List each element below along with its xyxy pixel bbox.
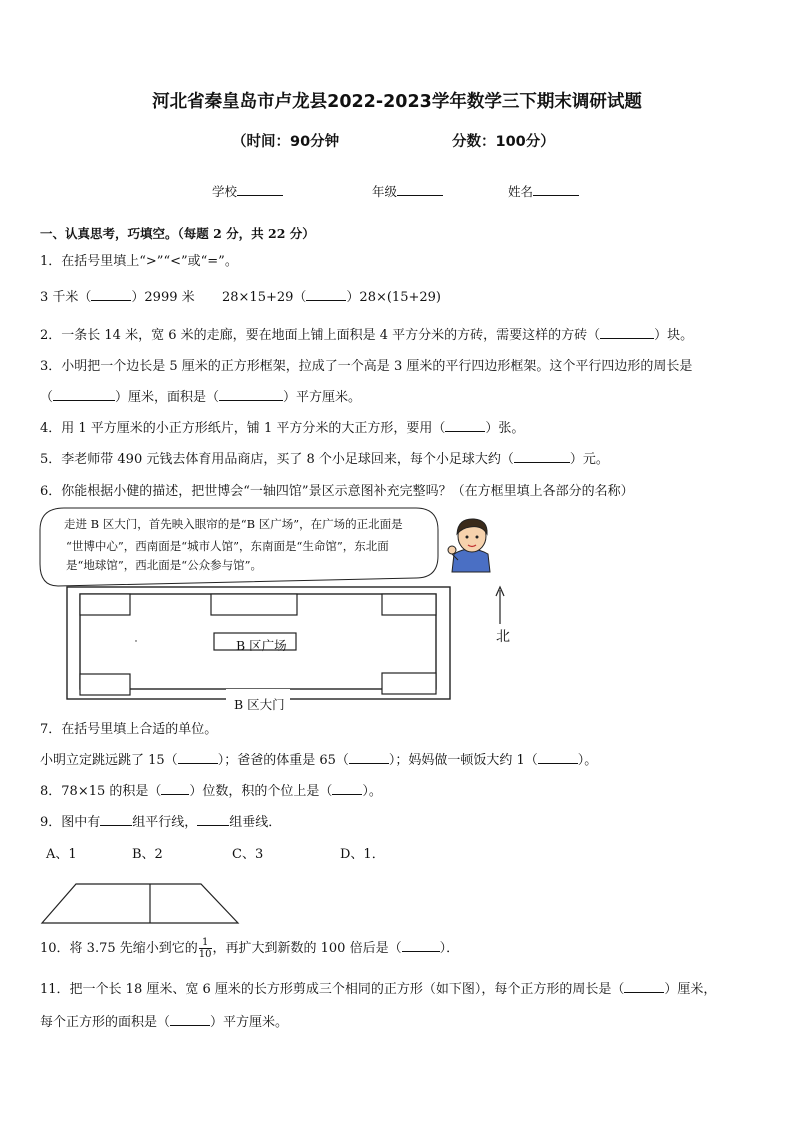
question-3: 3．小明把一个边长是 5 厘米的正方形框架，拉成了一个高是 3 厘米的平行四边形框架。这个平行四边形的周长是 <box>40 359 693 374</box>
q11-line-1: 11．把一个长 18 厘米、宽 6 厘米的长方形剪成三个相同的正方形（如下图），每个正方形的周长是（ <box>40 982 625 997</box>
school-field <box>212 182 283 200</box>
map-gate-label: B 区大门 <box>234 697 285 712</box>
bubble-line-1: 走进 B 区大门，首先映入眼帘的是“B 区广场”，在广场的正北面是 <box>64 517 403 531</box>
question-7: 7．在括号里填上合适的单位。 <box>40 722 218 737</box>
q4-text: 4．用 1 平方厘米的小正方形纸片，铺 1 平方分米的大正方形，要用（ <box>40 421 446 436</box>
q4-end: ）张。 <box>485 421 525 436</box>
boy-avatar <box>446 514 496 574</box>
q3-mid: ）厘米，面积是（ <box>115 390 220 405</box>
answer-blank[interactable] <box>624 979 664 993</box>
q7-d: ）。 <box>577 753 598 768</box>
q8-b: ）位数，积的个位上是（ <box>189 784 333 799</box>
question-5 <box>40 448 609 467</box>
answer-blank[interactable] <box>53 387 115 401</box>
bubble-line-3: 是“地球馆”，西北面是“公众参与馆”。 <box>66 558 263 572</box>
fraction-one-tenth <box>199 937 212 960</box>
trapezoid-figure <box>40 882 240 926</box>
q9-option-d[interactable]: D、1． <box>340 847 385 862</box>
q7-c: ）；妈妈做一顿饭大约 1（ <box>388 753 538 768</box>
q5-end: ）元。 <box>569 452 609 467</box>
question-6: 6．你能根据小健的描述，把世博会“一轴四馆”景区示意图补充完整吗？（在方框里填上各部分的名称） <box>40 484 634 499</box>
q11-line-2: 每个正方形的面积是（ <box>40 1015 171 1030</box>
name-label: 姓名 <box>508 184 534 199</box>
question-1-item-b <box>222 286 441 305</box>
exam-score: 分数：100分） <box>452 134 555 150</box>
map-box-northwest <box>80 594 130 615</box>
q9-option-b[interactable]: B、2 <box>132 847 163 862</box>
question-3-line-2 <box>40 386 361 405</box>
q11-line-2-end: ）平方厘米。 <box>210 1015 289 1030</box>
q10-b: ，再扩大到新数的 100 倍后是（ <box>212 941 402 956</box>
q11-line-1-end: ）厘米， <box>664 982 717 997</box>
q8-c: ）。 <box>362 784 382 799</box>
answer-blank[interactable] <box>197 812 229 826</box>
answer-blank[interactable] <box>306 287 346 301</box>
north-arrow-icon <box>494 586 506 626</box>
answer-blank[interactable] <box>514 449 570 463</box>
q8-a: 8．78×15 的积是（ <box>40 784 162 799</box>
q9-option-a[interactable]: A、1 <box>46 847 77 862</box>
name-field <box>508 182 579 200</box>
map-box-north <box>211 594 297 615</box>
q5-text: 5．李老师带 490 元钱去体育用品商店，买了 8 个小足球回来，每个小足球大约（ <box>40 452 514 467</box>
question-7-line-2 <box>40 749 597 768</box>
answer-blank[interactable] <box>178 750 218 764</box>
question-10 <box>40 937 459 960</box>
q1b-right: ）28×(15+29) <box>346 290 441 305</box>
north-label: 北 <box>496 629 510 645</box>
q7-b: ）；爸爸的体重是 65（ <box>217 753 349 768</box>
answer-blank[interactable] <box>170 1012 210 1026</box>
q9-c: 组垂线． <box>229 815 282 830</box>
map-box-southeast <box>382 673 436 694</box>
q1a-left: 3 千米（ <box>40 290 92 305</box>
question-9 <box>40 811 281 830</box>
bubble-line-2: “世博中心”，西南面是“城市人馆”，东南面是“生命馆”，东北面 <box>66 539 389 553</box>
q10-a: 10．将 3.75 先缩小到它的 <box>40 941 198 956</box>
answer-blank[interactable] <box>445 418 485 432</box>
q2-end: ）块。 <box>654 328 694 343</box>
fraction-denominator: 10 <box>198 949 212 960</box>
answer-blank[interactable] <box>219 387 283 401</box>
exam-title: 河北省秦皇岛市卢龙县2022-2023学年数学三下期末调研试题 <box>152 92 642 112</box>
answer-blank[interactable] <box>538 750 578 764</box>
q2-text: 2．一条长 14 米，宽 6 米的走廊，要在地面上铺上面积是 4 平方分米的方砖，需要这样的方砖（ <box>40 328 601 343</box>
section-heading: 一、认真思考，巧填空。（每题 2 分，共 22 分） <box>40 226 315 241</box>
q7-a: 小明立定跳远跳了 15（ <box>40 753 178 768</box>
q9-b: 组平行线， <box>132 815 198 830</box>
grade-field <box>372 182 443 200</box>
school-blank[interactable] <box>237 183 283 196</box>
exam-time: （时间：90分钟 <box>232 134 340 150</box>
q1b-left: 28×15+29（ <box>222 290 307 305</box>
question-2 <box>40 324 693 343</box>
grade-label: 年级 <box>372 184 398 199</box>
q9-a: 9．图中有 <box>40 815 101 830</box>
question-11-line-2 <box>40 1011 288 1030</box>
q9-option-c[interactable]: C、3 <box>232 847 264 862</box>
question-4 <box>40 417 524 436</box>
map-plaza-label: B 区广场 <box>236 638 287 653</box>
answer-blank[interactable] <box>600 325 654 339</box>
map-box-northeast <box>382 594 436 615</box>
q10-c: ）． <box>439 941 460 956</box>
answer-blank[interactable] <box>402 938 440 952</box>
school-label: 学校 <box>212 184 238 199</box>
answer-blank[interactable] <box>332 781 362 795</box>
answer-blank[interactable] <box>161 781 189 795</box>
name-blank[interactable] <box>533 183 579 196</box>
question-11 <box>40 978 716 997</box>
answer-blank[interactable] <box>100 812 132 826</box>
answer-blank[interactable] <box>349 750 389 764</box>
q1a-right: ）2999 米 <box>131 290 195 305</box>
answer-blank[interactable] <box>91 287 131 301</box>
q3-end: ）平方厘米。 <box>283 390 362 405</box>
question-1: 1．在括号里填上“>”“<”或“=”。 <box>40 254 238 269</box>
grade-blank[interactable] <box>397 183 443 196</box>
question-1-item-a <box>40 286 195 305</box>
question-8 <box>40 780 382 799</box>
q3-paren: （ <box>40 390 54 405</box>
map-box-southwest <box>80 674 130 695</box>
fraction-numerator: 1 <box>199 937 212 949</box>
